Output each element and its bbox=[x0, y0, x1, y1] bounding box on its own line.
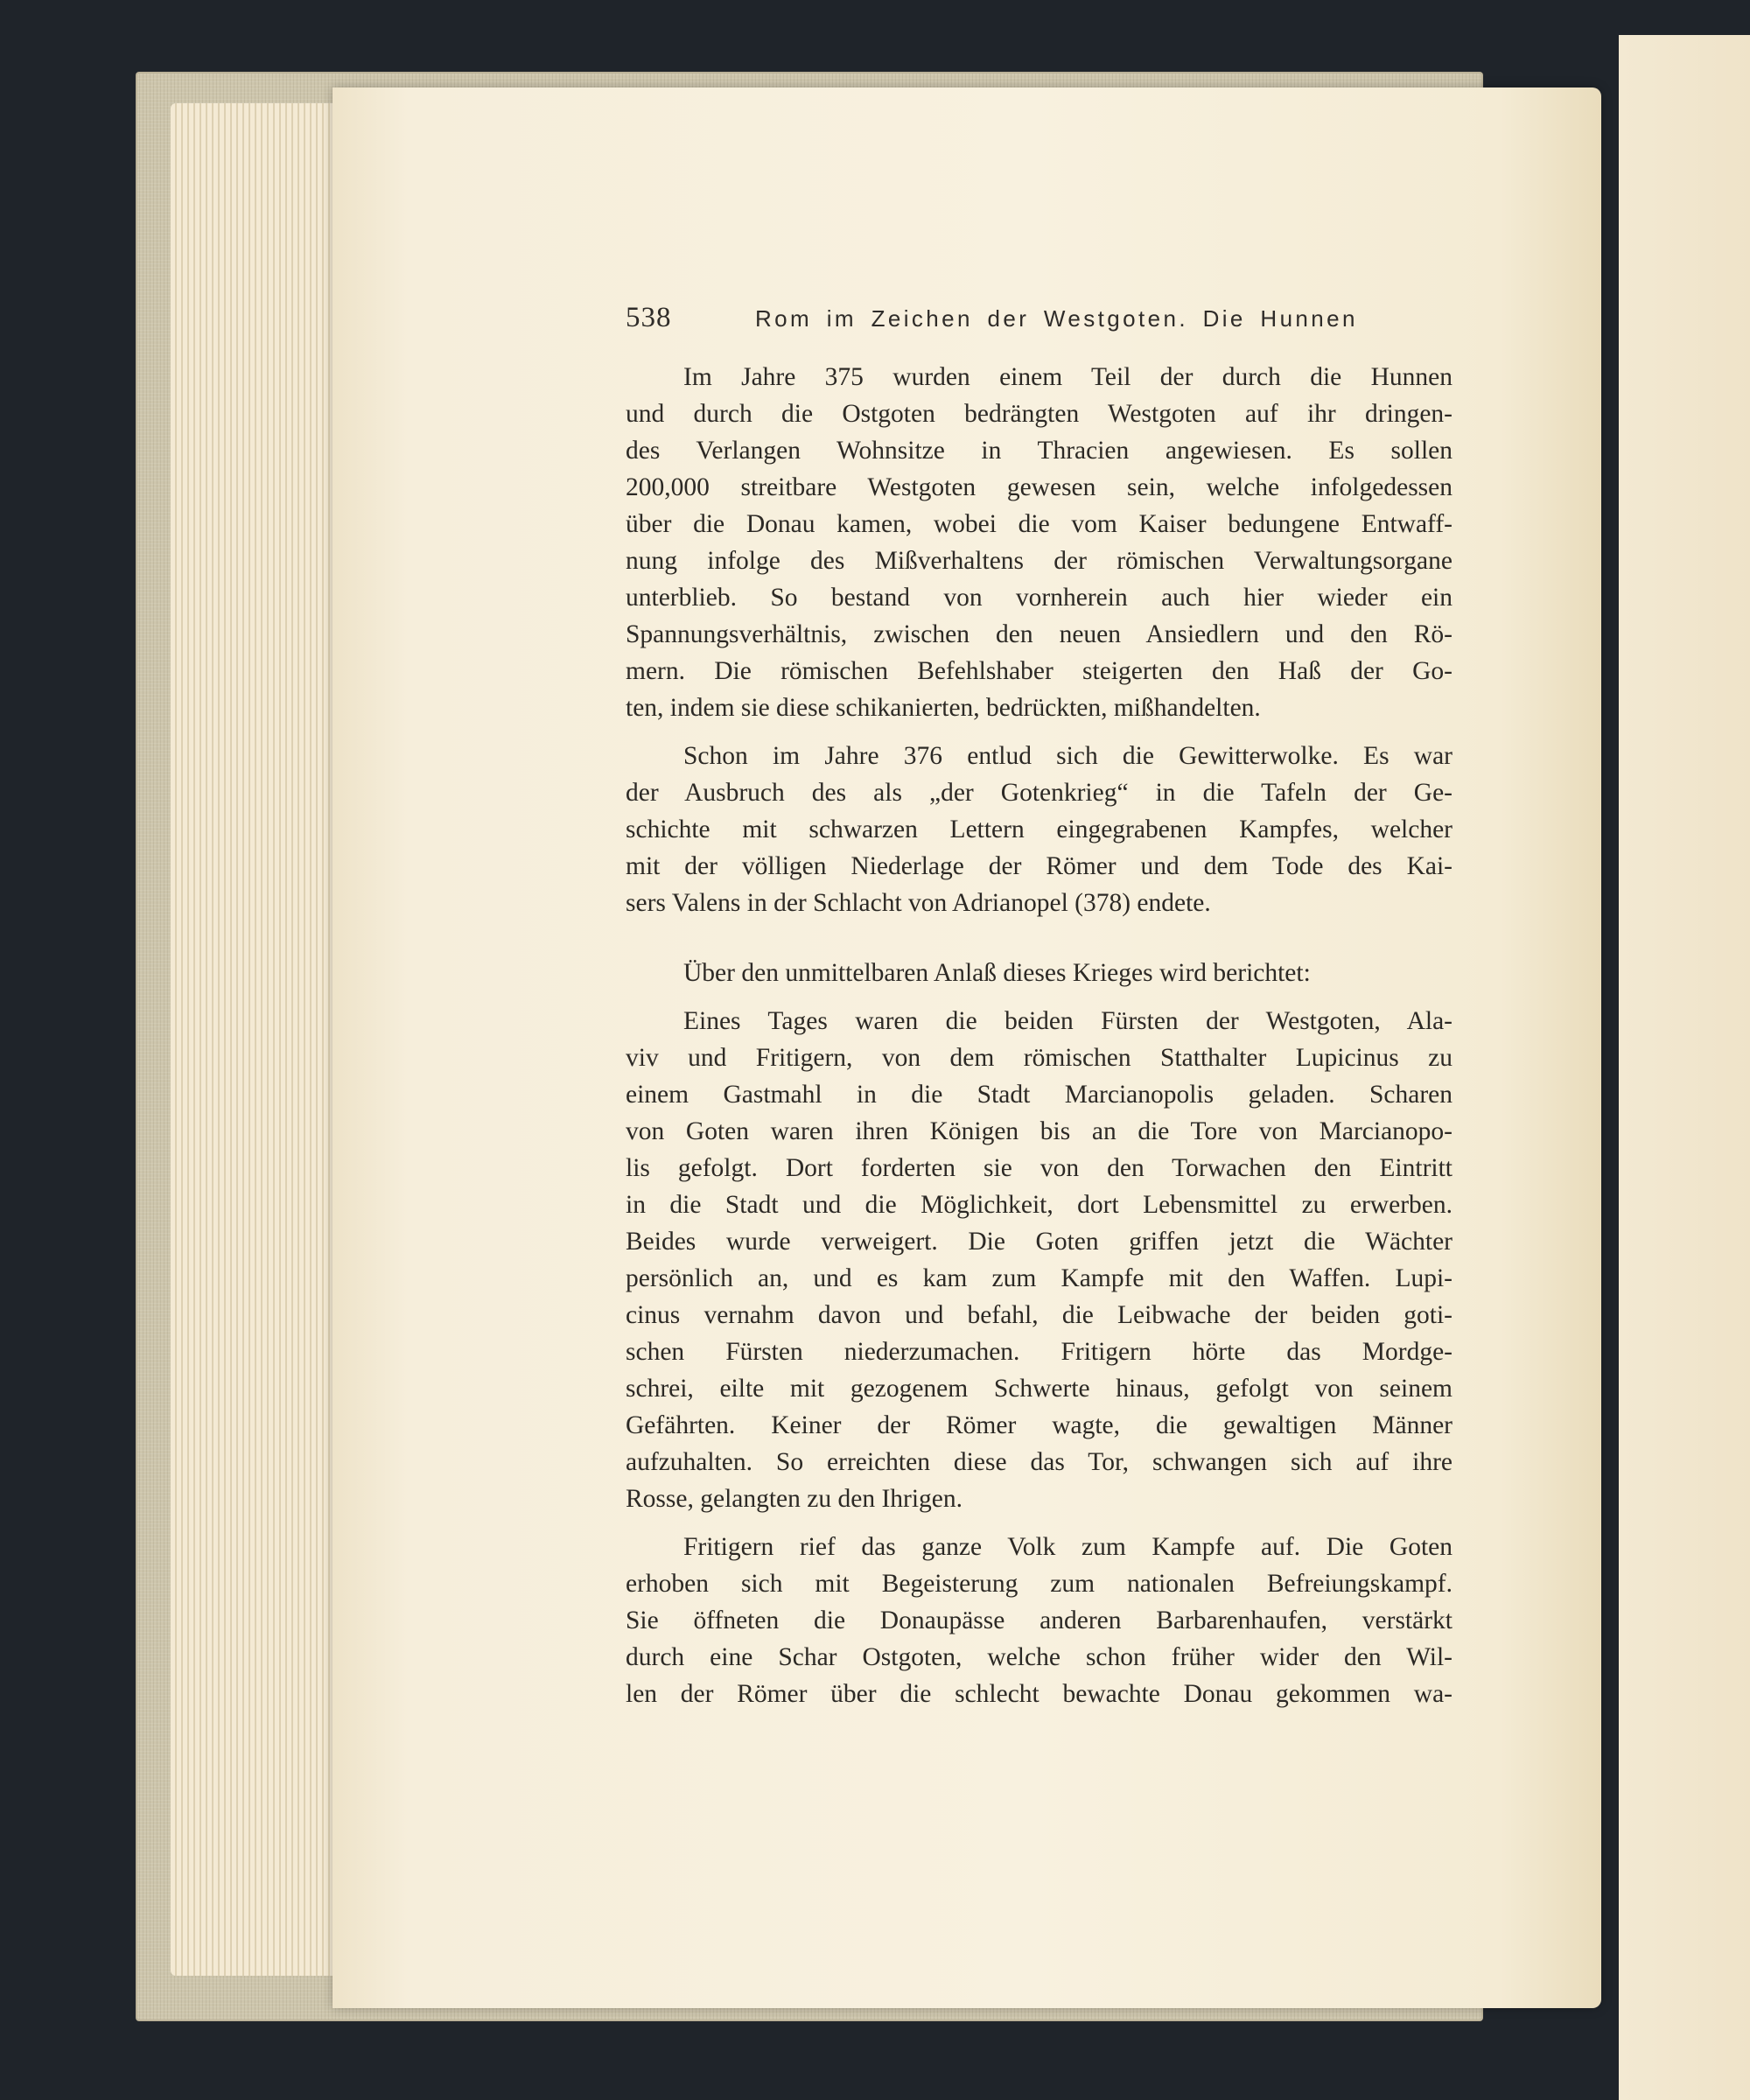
text-line: und durch die Ostgoten bedrängten Westgoten auf ihr dringen- bbox=[626, 400, 1452, 428]
text-line: ten, indem sie diese schikanierten, bedrückten, mißhandelten. bbox=[626, 694, 1261, 722]
text-line: der Ausbruch des als „der Gotenkrieg“ in die Tafeln der Ge- bbox=[626, 779, 1452, 807]
running-head: Rom im Zeichen der Westgoten. Die Hunnen bbox=[755, 305, 1358, 332]
text-line: Über den unmittelbaren Anlaß dieses Krieges wird berichtet: bbox=[683, 959, 1311, 987]
paragraph bbox=[626, 1003, 1452, 1517]
text-line: sers Valens in der Schlacht von Adrianopel (378) endete. bbox=[626, 889, 1211, 917]
text-line: mern. Die römischen Befehlshaber steigerten den Haß der Go- bbox=[626, 657, 1452, 685]
text-line: erhoben sich mit Begeisterung zum nationalen Befreiungskampf. bbox=[626, 1570, 1452, 1598]
page-stack-edges bbox=[171, 103, 346, 1976]
text-line: Rosse, gelangten zu den Ihrigen. bbox=[626, 1485, 963, 1513]
text-line: schrei, eilte mit gezogenem Schwerte hinaus, gefolgt von seinem bbox=[626, 1375, 1452, 1403]
text-line: Spannungsverhältnis, zwischen den neuen Ansiedlern und den Rö- bbox=[626, 620, 1452, 648]
text-line: aufzuhalten. So erreichten diese das Tor, schwangen sich auf ihre bbox=[626, 1448, 1452, 1476]
text-line: schichte mit schwarzen Lettern eingegrabenen Kampfes, welcher bbox=[626, 816, 1452, 844]
page-header bbox=[626, 302, 1466, 340]
text-line: Schon im Jahre 376 entlud sich die Gewitterwolke. Es war bbox=[683, 742, 1452, 770]
text-line: Im Jahre 375 wurden einem Teil der durch die Hunnen bbox=[683, 363, 1452, 391]
paragraph bbox=[626, 955, 1452, 991]
paragraph bbox=[626, 1529, 1452, 1712]
text-line: einem Gastmahl in die Stadt Marcianopolis geladen. Scharen bbox=[626, 1081, 1452, 1109]
text-line: persönlich an, und es kam zum Kampfe mit den Waffen. Lupi- bbox=[626, 1264, 1452, 1292]
text-line: durch eine Schar Ostgoten, welche schon früher wider den Wil- bbox=[626, 1643, 1452, 1671]
text-line: in die Stadt und die Möglichkeit, dort Lebensmittel zu erwerben. bbox=[626, 1191, 1452, 1219]
text-line: Fritigern rief das ganze Volk zum Kampfe auf. Die Goten bbox=[683, 1533, 1452, 1561]
body-text bbox=[626, 359, 1452, 1712]
text-line: lis gefolgt. Dort forderten sie von den Torwachen den Eintritt bbox=[626, 1154, 1452, 1182]
text-line: len der Römer über die schlecht bewachte Donau gekommen wa- bbox=[626, 1680, 1452, 1708]
text-line: 200,000 streitbare Westgoten gewesen sein, welche infolgedessen bbox=[626, 473, 1452, 501]
text-line: über die Donau kamen, wobei die vom Kaiser bedungene Entwaff- bbox=[626, 510, 1452, 538]
text-line: Eines Tages waren die beiden Fürsten der Westgoten, Ala- bbox=[683, 1007, 1452, 1035]
page-number: 538 bbox=[626, 302, 672, 333]
text-line: Beides wurde verweigert. Die Goten griffen jetzt die Wächter bbox=[626, 1228, 1452, 1256]
text-line: des Verlangen Wohnsitze in Thracien angewiesen. Es sollen bbox=[626, 437, 1452, 465]
text-line: Sie öffneten die Donaupässe anderen Barbarenhaufen, verstärkt bbox=[626, 1606, 1452, 1634]
text-line: Gefährten. Keiner der Römer wagte, die gewaltigen Männer bbox=[626, 1411, 1452, 1439]
next-page-edge bbox=[1619, 35, 1750, 2100]
text-line: schen Fürsten niederzumachen. Fritigern hörte das Mordge- bbox=[626, 1338, 1452, 1366]
text-line: mit der völligen Niederlage der Römer und dem Tode des Kai- bbox=[626, 852, 1452, 880]
text-line: von Goten waren ihren Königen bis an die Tore von Marcianopo- bbox=[626, 1117, 1452, 1145]
paragraph bbox=[626, 738, 1452, 921]
text-line: viv und Fritigern, von dem römischen Statthalter Lupicinus zu bbox=[626, 1044, 1452, 1072]
text-line: cinus vernahm davon und befahl, die Leibwache der beiden goti- bbox=[626, 1301, 1452, 1329]
paragraph bbox=[626, 359, 1452, 726]
text-line: nung infolge des Mißverhaltens der römischen Verwaltungsorgane bbox=[626, 547, 1452, 575]
text-line: unterblieb. So bestand von vornherein auch hier wieder ein bbox=[626, 584, 1452, 612]
